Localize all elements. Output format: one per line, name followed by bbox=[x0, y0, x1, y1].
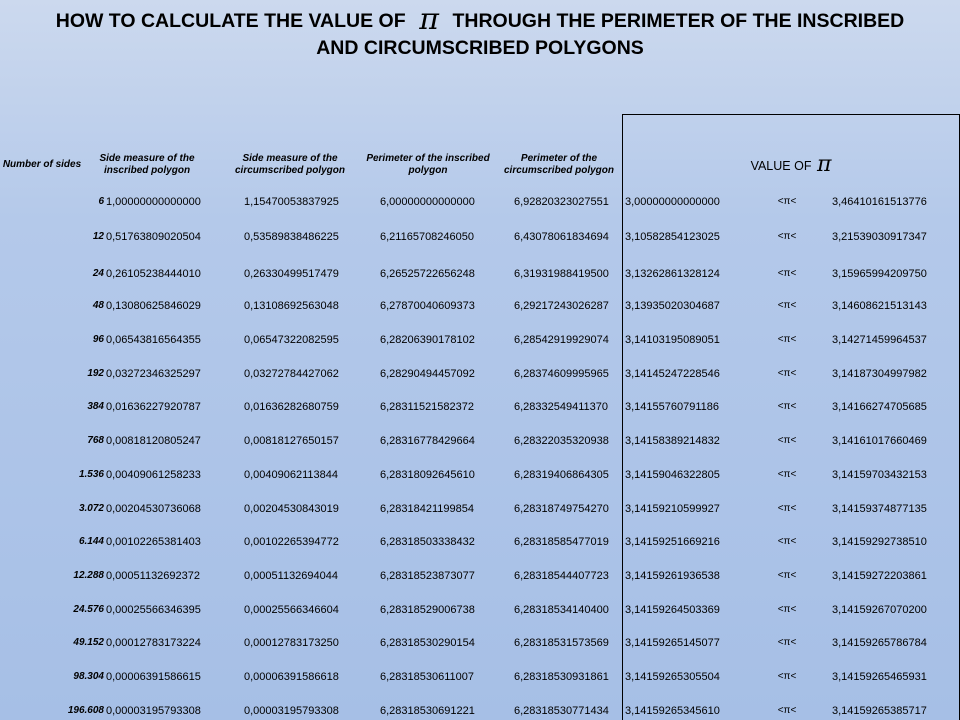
cell-side-circumscribed: 0,00204530843019 bbox=[244, 503, 339, 515]
cell-relation: <π< bbox=[777, 671, 797, 682]
cell-perim-circumscribed: 6,43078061834694 bbox=[514, 231, 609, 243]
cell-pi-upper-bound: 3,15965994209750 bbox=[832, 268, 927, 280]
cell-perim-circumscribed: 6,28318585477019 bbox=[514, 536, 609, 548]
cell-pi-lower-bound: 3,14155760791186 bbox=[625, 401, 720, 413]
cell-relation: <π< bbox=[777, 705, 797, 716]
cell-perim-inscribed: 6,28316778429664 bbox=[380, 435, 475, 447]
cell-pi-lower-bound: 3,14159264503369 bbox=[625, 604, 720, 616]
cell-perim-circumscribed: 6,29217243026287 bbox=[514, 300, 609, 312]
table-row bbox=[0, 366, 960, 382]
cell-side-circumscribed: 0,00102265394772 bbox=[244, 536, 339, 548]
cell-side-inscribed: 0,06543816564355 bbox=[106, 334, 201, 346]
cell-perim-inscribed: 6,28318530290154 bbox=[380, 637, 475, 649]
cell-relation: <π< bbox=[777, 368, 797, 379]
header-value-of-pi bbox=[622, 150, 960, 180]
cell-pi-upper-bound: 3,14159265465931 bbox=[832, 671, 927, 683]
title-part1: HOW TO CALCULATE THE VALUE OF bbox=[55, 10, 406, 32]
cell-relation: <π< bbox=[777, 268, 797, 279]
cell-perim-circumscribed: 6,28332549411370 bbox=[514, 401, 609, 413]
cell-perim-circumscribed: 6,92820323027551 bbox=[514, 196, 609, 208]
cell-perim-inscribed: 6,28318530691221 bbox=[380, 705, 475, 717]
page-title bbox=[0, 2, 960, 62]
cell-side-circumscribed: 0,00051132694044 bbox=[244, 570, 339, 582]
cell-sides: 6 bbox=[98, 196, 104, 207]
cell-sides: 1.536 bbox=[78, 469, 104, 480]
header-sides: Number of sides bbox=[2, 159, 82, 170]
title-line2: AND CIRCUMSCRIBED POLYGONS bbox=[316, 37, 644, 59]
cell-sides: 3.072 bbox=[78, 503, 104, 514]
cell-perim-circumscribed: 6,28319406864305 bbox=[514, 469, 609, 481]
cell-side-circumscribed: 0,00025566346604 bbox=[244, 604, 339, 616]
cell-pi-upper-bound: 3,14187304997982 bbox=[832, 368, 927, 380]
cell-pi-upper-bound: 3,14159265786784 bbox=[832, 637, 927, 649]
cell-sides: 24.576 bbox=[73, 604, 104, 615]
cell-side-inscribed: 0,01636227920787 bbox=[106, 401, 201, 413]
cell-sides: 49.152 bbox=[73, 637, 104, 648]
cell-pi-lower-bound: 3,14159210599927 bbox=[625, 503, 720, 515]
table-row bbox=[0, 703, 960, 719]
cell-relation: <π< bbox=[777, 469, 797, 480]
table-row bbox=[0, 332, 960, 348]
cell-perim-circumscribed: 6,28318544407723 bbox=[514, 570, 609, 582]
cell-side-circumscribed: 0,00012783173250 bbox=[244, 637, 339, 649]
cell-pi-upper-bound: 3,14159703432153 bbox=[832, 469, 927, 481]
cell-perim-inscribed: 6,00000000000000 bbox=[380, 196, 475, 208]
cell-sides: 98.304 bbox=[73, 671, 104, 682]
table-row bbox=[0, 298, 960, 314]
cell-sides: 96 bbox=[92, 334, 104, 345]
cell-relation: <π< bbox=[777, 503, 797, 514]
cell-sides: 196.608 bbox=[67, 705, 104, 716]
cell-side-inscribed: 0,00204530736068 bbox=[106, 503, 201, 515]
cell-side-inscribed: 0,03272346325297 bbox=[106, 368, 201, 380]
cell-perim-inscribed: 6,28290494457092 bbox=[380, 368, 475, 380]
cell-sides: 12 bbox=[92, 231, 104, 242]
cell-perim-inscribed: 6,21165708246050 bbox=[380, 231, 475, 243]
cell-pi-upper-bound: 3,46410161513776 bbox=[832, 196, 927, 208]
cell-side-inscribed: 0,00051132692372 bbox=[106, 570, 201, 582]
cell-pi-lower-bound: 3,14159046322805 bbox=[625, 469, 720, 481]
cell-side-inscribed: 0,00102265381403 bbox=[106, 536, 201, 548]
cell-perim-inscribed: 6,28318529006738 bbox=[380, 604, 475, 616]
cell-side-inscribed: 1,00000000000000 bbox=[106, 196, 201, 208]
cell-relation: <π< bbox=[777, 300, 797, 311]
cell-sides: 192 bbox=[87, 368, 104, 379]
cell-side-inscribed: 0,00003195793308 bbox=[106, 705, 201, 717]
cell-pi-upper-bound: 3,14166274705685 bbox=[832, 401, 927, 413]
table-row bbox=[0, 467, 960, 483]
cell-pi-lower-bound: 3,13262861328124 bbox=[625, 268, 720, 280]
cell-pi-upper-bound: 3,14161017660469 bbox=[832, 435, 927, 447]
cell-perim-circumscribed: 6,28318749754270 bbox=[514, 503, 609, 515]
cell-side-circumscribed: 0,00818127650157 bbox=[244, 435, 339, 447]
cell-perim-inscribed: 6,26525722656248 bbox=[380, 268, 475, 280]
cell-sides: 24 bbox=[92, 268, 104, 279]
cell-pi-lower-bound: 3,14159265145077 bbox=[625, 637, 720, 649]
table-row bbox=[0, 501, 960, 517]
cell-side-circumscribed: 1,15470053837925 bbox=[244, 196, 339, 208]
cell-side-inscribed: 0,00006391586615 bbox=[106, 671, 201, 683]
cell-side-inscribed: 0,51763809020504 bbox=[106, 231, 201, 243]
cell-side-inscribed: 0,13080625846029 bbox=[106, 300, 201, 312]
table-row bbox=[0, 399, 960, 415]
cell-pi-upper-bound: 3,14159265385717 bbox=[832, 705, 927, 717]
cell-relation: <π< bbox=[777, 604, 797, 615]
cell-pi-upper-bound: 3,14159267070200 bbox=[832, 604, 927, 616]
cell-pi-lower-bound: 3,14145247228546 bbox=[625, 368, 720, 380]
cell-pi-upper-bound: 3,14159272203861 bbox=[832, 570, 927, 582]
cell-side-circumscribed: 0,03272784427062 bbox=[244, 368, 339, 380]
cell-pi-upper-bound: 3,21539030917347 bbox=[832, 231, 927, 243]
cell-perim-inscribed: 6,28318421199854 bbox=[380, 503, 475, 515]
cell-perim-circumscribed: 6,28318534140400 bbox=[514, 604, 609, 616]
table-row bbox=[0, 194, 960, 210]
table-row bbox=[0, 568, 960, 584]
cell-perim-inscribed: 6,28206390178102 bbox=[380, 334, 475, 346]
cell-pi-upper-bound: 3,14159374877135 bbox=[832, 503, 927, 515]
cell-perim-inscribed: 6,27870040609373 bbox=[380, 300, 475, 312]
cell-pi-lower-bound: 3,00000000000000 bbox=[625, 196, 720, 208]
cell-pi-upper-bound: 3,14271459964537 bbox=[832, 334, 927, 346]
cell-sides: 48 bbox=[92, 300, 104, 311]
cell-side-circumscribed: 0,06547322082595 bbox=[244, 334, 339, 346]
cell-relation: <π< bbox=[777, 637, 797, 648]
table-row bbox=[0, 266, 960, 282]
cell-relation: <π< bbox=[777, 196, 797, 207]
cell-perim-circumscribed: 6,28374609995965 bbox=[514, 368, 609, 380]
cell-pi-lower-bound: 3,14159251669216 bbox=[625, 536, 720, 548]
cell-pi-lower-bound: 3,14159265305504 bbox=[625, 671, 720, 683]
header-side-circumscribed: Side measure of the circumscribed polygon bbox=[234, 153, 346, 176]
table-row bbox=[0, 602, 960, 618]
cell-pi-lower-bound: 3,14158389214832 bbox=[625, 435, 720, 447]
cell-side-inscribed: 0,00012783173224 bbox=[106, 637, 201, 649]
cell-perim-inscribed: 6,28318092645610 bbox=[380, 469, 475, 481]
cell-perim-circumscribed: 6,28318530771434 bbox=[514, 705, 609, 717]
cell-side-circumscribed: 0,26330499517479 bbox=[244, 268, 339, 280]
header-perim-circumscribed: Perimeter of the circumscribed polygon bbox=[503, 153, 615, 176]
table-border-top bbox=[622, 114, 960, 115]
table-row bbox=[0, 534, 960, 550]
cell-relation: <π< bbox=[777, 334, 797, 345]
cell-perim-circumscribed: 6,28318530931861 bbox=[514, 671, 609, 683]
cell-sides: 6.144 bbox=[78, 536, 104, 547]
cell-relation: <π< bbox=[777, 536, 797, 547]
cell-side-inscribed: 0,00818120805247 bbox=[106, 435, 201, 447]
cell-relation: <π< bbox=[777, 570, 797, 581]
cell-perim-circumscribed: 6,31931988419500 bbox=[514, 268, 609, 280]
header-side-inscribed: Side measure of the inscribed polygon bbox=[99, 153, 195, 176]
cell-side-circumscribed: 0,00409062113844 bbox=[244, 469, 339, 481]
cell-pi-upper-bound: 3,14608621513143 bbox=[832, 300, 927, 312]
cell-sides: 768 bbox=[87, 435, 104, 446]
cell-perim-inscribed: 6,28311521582372 bbox=[380, 401, 475, 413]
cell-side-circumscribed: 0,00006391586618 bbox=[244, 671, 339, 683]
cell-pi-lower-bound: 3,14103195089051 bbox=[625, 334, 720, 346]
cell-side-inscribed: 0,00025566346395 bbox=[106, 604, 201, 616]
pi-symbol-icon: π bbox=[419, 2, 439, 37]
cell-perim-circumscribed: 6,28322035320938 bbox=[514, 435, 609, 447]
table-row bbox=[0, 669, 960, 685]
cell-pi-lower-bound: 3,14159265345610 bbox=[625, 705, 720, 717]
pi-symbol-small-icon: π bbox=[816, 152, 832, 177]
table-row bbox=[0, 635, 960, 651]
cell-pi-lower-bound: 3,10582854123025 bbox=[625, 231, 720, 243]
cell-perim-inscribed: 6,28318530611007 bbox=[380, 671, 475, 683]
cell-side-circumscribed: 0,01636282680759 bbox=[244, 401, 339, 413]
title-part2: THROUGH THE PERIMETER OF THE INSCRIBED bbox=[452, 10, 905, 32]
cell-side-circumscribed: 0,00003195793308 bbox=[244, 705, 339, 717]
cell-side-circumscribed: 0,13108692563048 bbox=[244, 300, 339, 312]
table-row bbox=[0, 433, 960, 449]
cell-pi-lower-bound: 3,14159261936538 bbox=[625, 570, 720, 582]
cell-sides: 384 bbox=[87, 401, 104, 412]
cell-perim-inscribed: 6,28318523873077 bbox=[380, 570, 475, 582]
cell-perim-inscribed: 6,28318503338432 bbox=[380, 536, 475, 548]
cell-sides: 12.288 bbox=[73, 570, 104, 581]
header-value-label: VALUE OF bbox=[750, 159, 812, 173]
table-row bbox=[0, 229, 960, 245]
cell-relation: <π< bbox=[777, 231, 797, 242]
cell-perim-circumscribed: 6,28318531573569 bbox=[514, 637, 609, 649]
cell-pi-upper-bound: 3,14159292738510 bbox=[832, 536, 927, 548]
cell-relation: <π< bbox=[777, 435, 797, 446]
cell-side-inscribed: 0,00409061258233 bbox=[106, 469, 201, 481]
header-perim-inscribed: Perimeter of the inscribed polygon bbox=[366, 153, 490, 176]
cell-side-inscribed: 0,26105238444010 bbox=[106, 268, 201, 280]
cell-side-circumscribed: 0,53589838486225 bbox=[244, 231, 339, 243]
cell-perim-circumscribed: 6,28542919929074 bbox=[514, 334, 609, 346]
cell-pi-lower-bound: 3,13935020304687 bbox=[625, 300, 720, 312]
cell-relation: <π< bbox=[777, 401, 797, 412]
